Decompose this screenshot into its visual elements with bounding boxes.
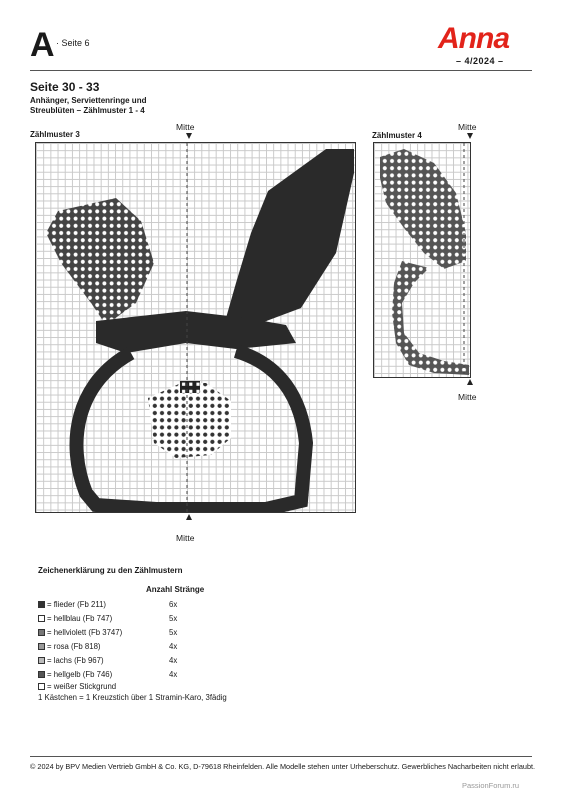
legend-item xyxy=(38,642,238,654)
legend-item xyxy=(38,670,238,682)
page-label: · Seite 6 xyxy=(56,38,90,48)
swatch-icon xyxy=(38,643,45,650)
watermark: PassionForum.ru xyxy=(462,781,520,790)
legend-item xyxy=(38,600,238,612)
chart4-mitte-top: Mitte xyxy=(458,122,477,132)
chart3-mitte-top: Mitte xyxy=(176,122,195,132)
legend-item xyxy=(38,614,238,626)
chart4-bottom-arrow-icon xyxy=(467,379,473,385)
legend-item-count: 5x xyxy=(169,628,178,637)
legend-item xyxy=(38,656,238,668)
chart3-mitte-bottom: Mitte xyxy=(176,533,195,543)
chart4-mitte-bottom: Mitte xyxy=(458,392,477,402)
legend-note2: 1 Kästchen = 1 Kreuzstich über 1 Stramin-Karo, 3fädig xyxy=(38,693,227,702)
ear-lower-shape xyxy=(392,261,469,375)
legend-item-label: = hellviolett (Fb 3747) xyxy=(47,628,123,637)
legend-note-background xyxy=(38,682,116,691)
footer-copyright: © 2024 by BPV Medien Vertrieb GmbH & Co. KG, D-79618 Rheinfelden. Alle Modelle stehen unter Urheberschutz. Gewerbliches Nacharbeiten nicht erlaubt. xyxy=(30,762,536,771)
legend-item-label: = flieder (Fb 211) xyxy=(47,600,107,609)
tail-shape xyxy=(148,383,231,458)
chart3-grid xyxy=(35,142,356,513)
swatch-icon xyxy=(38,671,45,678)
chart3-top-arrow-icon xyxy=(186,133,192,139)
legend-item-label: = rosa (Fb 818) xyxy=(47,642,101,651)
legend-title: Zeichenerklärung zu den Zählmustern xyxy=(38,566,183,575)
legend-item-label: = lachs (Fb 967) xyxy=(47,656,104,665)
chart3-label: Zählmuster 3 xyxy=(30,130,80,139)
section-letter: A xyxy=(30,26,55,64)
swatch-icon xyxy=(38,629,45,636)
footer-divider xyxy=(30,756,532,757)
legend-note1: = weißer Stickgrund xyxy=(47,682,117,691)
swatch-icon xyxy=(38,657,45,664)
header-divider xyxy=(30,70,532,71)
legend-item-count: 6x xyxy=(169,600,178,609)
section-subtitle: Anhänger, Serviettenringe und Streublüten – Zählmuster 1 - 4 xyxy=(30,96,147,115)
chart3-pattern xyxy=(36,143,355,512)
chart4-top-arrow-icon xyxy=(467,133,473,139)
chart4-grid xyxy=(373,142,471,378)
legend-item-label: = hellgelb (Fb 746) xyxy=(47,670,113,679)
legend-item-count: 4x xyxy=(169,642,178,651)
chart4-label: Zählmuster 4 xyxy=(372,131,422,140)
legend-count-header: Anzahl Stränge xyxy=(146,585,205,594)
legend-item-count: 4x xyxy=(169,670,178,679)
legend-item xyxy=(38,628,238,640)
legend-item-count: 4x xyxy=(169,656,178,665)
swatch-icon xyxy=(38,615,45,622)
tail-top xyxy=(180,381,200,393)
issue-label: – 4/2024 – xyxy=(456,56,504,66)
swatch-icon xyxy=(38,683,45,690)
section-title: Seite 30 - 33 xyxy=(30,80,100,94)
brand-logo: Anna xyxy=(438,22,509,55)
legend-item-count: 5x xyxy=(169,614,178,623)
chart4-pattern xyxy=(374,143,470,377)
chart3-bottom-arrow-icon xyxy=(186,514,192,520)
swatch-icon xyxy=(38,601,45,608)
ear-upper-shape xyxy=(380,149,466,269)
legend-item-label: = hellblau (Fb 747) xyxy=(47,614,113,623)
left-ear-shape xyxy=(46,198,154,325)
right-ear-shape xyxy=(226,149,354,323)
